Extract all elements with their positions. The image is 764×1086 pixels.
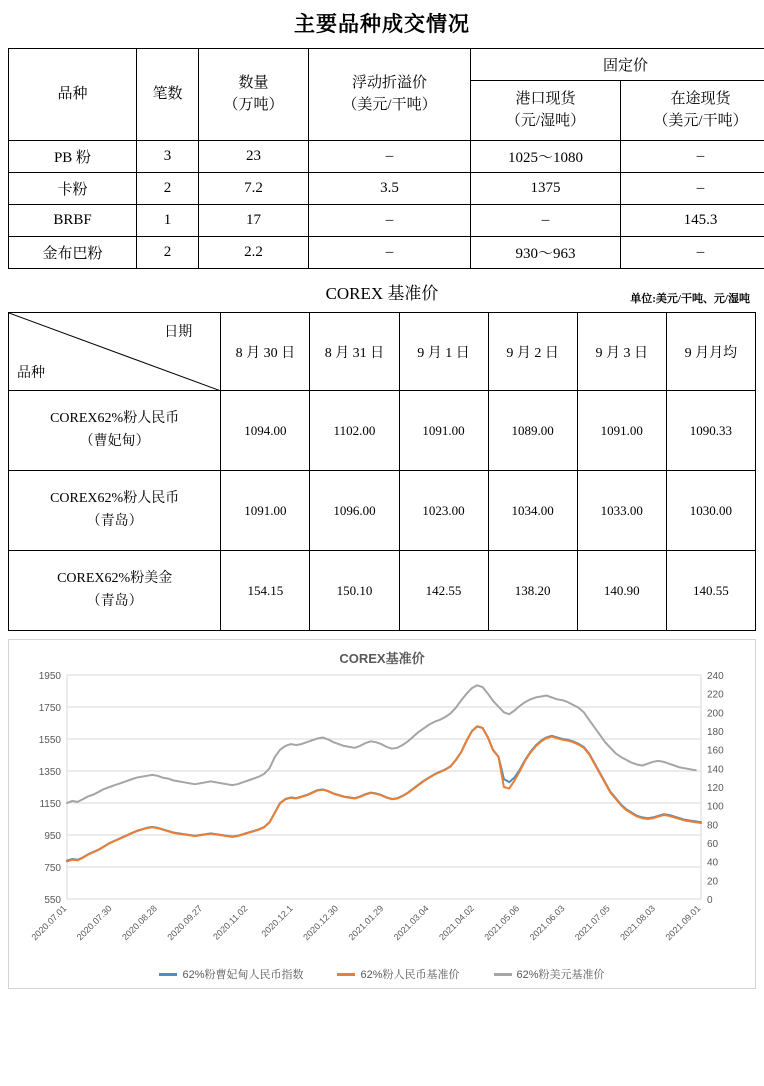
- svg-text:60: 60: [707, 839, 719, 850]
- page-title: 主要品种成交情况: [294, 12, 470, 36]
- corex-row-label-line2: （曹妃甸）: [79, 433, 150, 449]
- chart-plot-area: [9, 667, 755, 967]
- svg-text:2020.07.01: 2020.07.01: [29, 903, 69, 943]
- col-float-line2: （美元/干吨）: [342, 96, 437, 113]
- svg-text:2020.08.28: 2020.08.28: [120, 903, 159, 943]
- svg-text:950: 950: [44, 831, 61, 842]
- corex-cell: 150.10: [310, 551, 399, 631]
- legend-swatch-icon: [494, 973, 512, 976]
- col-transit-line2: （美元/干吨）: [653, 112, 748, 129]
- cell-qty: 2.2: [199, 237, 309, 269]
- svg-text:1950: 1950: [38, 671, 61, 682]
- corex-cell: 1102.00: [310, 391, 399, 471]
- corex-cell: 1096.00: [310, 471, 399, 551]
- svg-text:1150: 1150: [39, 799, 61, 810]
- corner-header-cell: [9, 313, 221, 391]
- corex-row-label-line1: COREX62%粉人民币: [50, 491, 180, 507]
- chart-title: COREX基准价: [339, 651, 425, 666]
- legend-swatch-icon: [337, 973, 355, 976]
- svg-text:2021.04.02: 2021.04.02: [437, 903, 476, 943]
- corex-cell: 154.15: [221, 551, 310, 631]
- legend-label: 62%粉曹妃甸人民币指数: [182, 969, 304, 981]
- cell-float: –: [309, 141, 471, 173]
- corex-cell: 1091.00: [577, 391, 666, 471]
- svg-text:120: 120: [707, 783, 724, 794]
- svg-text:2020.07.30: 2020.07.30: [74, 903, 114, 943]
- corex-cell: 1090.33: [666, 391, 755, 471]
- svg-text:180: 180: [707, 727, 724, 738]
- cell-transit: –: [621, 237, 764, 269]
- corex-cell: 1094.00: [221, 391, 310, 471]
- corex-row: [9, 551, 756, 631]
- corex-cell: 1023.00: [399, 471, 488, 551]
- corner-label-date: 日期: [164, 325, 193, 340]
- chart-legend: [9, 966, 755, 982]
- cell-port: –: [471, 205, 621, 237]
- col-transit-line1: 在途现货: [670, 90, 731, 107]
- svg-text:220: 220: [707, 689, 724, 701]
- col-qty: [199, 49, 309, 141]
- corex-cell: 1091.00: [221, 471, 310, 551]
- corex-row-label-line1: COREX62%粉美金: [57, 571, 173, 587]
- svg-text:1350: 1350: [38, 767, 61, 778]
- col-qty-line2: （万吨）: [223, 96, 284, 113]
- col-kind: 品种: [9, 49, 137, 141]
- svg-text:750: 750: [44, 863, 61, 874]
- corex-section-title: [8, 269, 756, 306]
- svg-text:2021.03.04: 2021.03.04: [391, 903, 431, 943]
- corex-row-label-line2: （青岛）: [86, 513, 143, 529]
- svg-text:550: 550: [44, 895, 61, 906]
- table-row: [9, 237, 764, 269]
- corex-col-1: 8 月 31 日: [310, 313, 399, 391]
- svg-text:2021.07.05: 2021.07.05: [572, 903, 612, 943]
- cell-qty: 7.2: [199, 173, 309, 205]
- legend-label: 62%粉人民币基准价: [360, 969, 460, 981]
- cell-transit: –: [621, 141, 764, 173]
- cell-transit: 145.3: [621, 205, 764, 237]
- corex-cell: 140.55: [666, 551, 755, 631]
- cell-float: 3.5: [309, 173, 471, 205]
- svg-text:2020.11.02: 2020.11.02: [211, 903, 250, 942]
- col-count: 笔数: [137, 49, 199, 141]
- corex-cell: 1034.00: [488, 471, 577, 551]
- corex-row: [9, 391, 756, 471]
- corex-col-3: 9 月 2 日: [488, 313, 577, 391]
- svg-text:140: 140: [707, 764, 724, 776]
- svg-text:2021.08.03: 2021.08.03: [618, 903, 658, 943]
- corex-col-4: 9 月 3 日: [577, 313, 666, 391]
- legend-item-0: [159, 966, 303, 982]
- svg-text:2020.12.1: 2020.12.1: [259, 903, 295, 939]
- cell-kind: PB 粉: [9, 141, 137, 173]
- corex-cell: 1089.00: [488, 391, 577, 471]
- col-floating-premium: [309, 49, 471, 141]
- cell-port: 1025～1080: [471, 141, 621, 173]
- corex-row-label-line2: （青岛）: [86, 593, 143, 609]
- table-row: [9, 205, 764, 237]
- table-row: [9, 141, 764, 173]
- cell-port: 930～963: [471, 237, 621, 269]
- legend-swatch-icon: [159, 973, 177, 976]
- corner-label-kind: 品种: [17, 366, 45, 381]
- corex-cell: 140.90: [577, 551, 666, 631]
- cell-count: 3: [137, 141, 199, 173]
- transaction-table: [8, 48, 764, 269]
- cell-port: 1375: [471, 173, 621, 205]
- cell-kind: 金布巴粉: [9, 237, 137, 269]
- legend-label: 62%粉美元基准价: [516, 969, 605, 981]
- col-qty-line1: 数量: [238, 74, 269, 91]
- svg-text:100: 100: [707, 801, 724, 813]
- corex-cell: 1030.00: [666, 471, 755, 551]
- svg-text:80: 80: [707, 820, 719, 832]
- col-port-line2: （元/湿吨）: [505, 112, 586, 129]
- corex-cell: 1091.00: [399, 391, 488, 471]
- cell-qty: 17: [199, 205, 309, 237]
- svg-text:2021.06.03: 2021.06.03: [527, 903, 567, 943]
- unit-note: 单位:美元/干吨、元/湿吨: [630, 293, 750, 305]
- svg-text:2020.09.27: 2020.09.27: [165, 903, 205, 943]
- svg-text:0: 0: [707, 895, 713, 906]
- cell-count: 1: [137, 205, 199, 237]
- legend-item-1: [337, 966, 459, 982]
- cell-count: 2: [137, 173, 199, 205]
- cell-kind: 卡粉: [9, 173, 137, 205]
- corex-col-0: 8 月 30 日: [221, 313, 310, 391]
- corex-cell: 142.55: [399, 551, 488, 631]
- corex-row-label-line1: COREX62%粉人民币: [50, 411, 180, 427]
- col-port-line1: 港口现货: [515, 90, 576, 107]
- corex-row-label: [9, 551, 221, 631]
- cell-kind: BRBF: [9, 205, 137, 237]
- corex-header-row: [9, 313, 756, 391]
- corex-row: [9, 471, 756, 551]
- col-port-spot: [471, 81, 621, 141]
- col-float-line1: 浮动折溢价: [351, 74, 427, 91]
- corex-col-2: 9 月 1 日: [399, 313, 488, 391]
- svg-text:2021.05.06: 2021.05.06: [482, 903, 522, 943]
- svg-text:2020.12.30: 2020.12.30: [301, 903, 341, 943]
- svg-text:160: 160: [707, 745, 724, 757]
- svg-text:240: 240: [707, 671, 724, 682]
- cell-float: –: [309, 205, 471, 237]
- svg-text:200: 200: [707, 708, 724, 720]
- corex-col-5: 9 月月均: [666, 313, 755, 391]
- svg-text:2021.01.29: 2021.01.29: [346, 903, 386, 943]
- legend-item-2: [494, 966, 605, 982]
- cell-count: 2: [137, 237, 199, 269]
- corex-row-label: [9, 391, 221, 471]
- cell-float: –: [309, 237, 471, 269]
- svg-text:1750: 1750: [38, 703, 61, 714]
- corex-row-label: [9, 471, 221, 551]
- svg-text:40: 40: [707, 857, 719, 869]
- svg-text:2021.09.01: 2021.09.01: [663, 903, 703, 943]
- col-fixed-price: 固定价: [471, 49, 764, 81]
- table-row: [9, 173, 764, 205]
- cell-qty: 23: [199, 141, 309, 173]
- corex-cell: 138.20: [488, 551, 577, 631]
- col-transit-spot: [621, 81, 764, 141]
- table-header-row: [9, 49, 764, 81]
- corex-price-chart: [8, 639, 756, 989]
- corex-benchmark-table: [8, 312, 756, 631]
- corex-title-text: COREX 基准价: [325, 284, 439, 303]
- svg-text:1550: 1550: [38, 735, 61, 746]
- svg-text:20: 20: [707, 876, 719, 888]
- corex-cell: 1033.00: [577, 471, 666, 551]
- cell-transit: –: [621, 173, 764, 205]
